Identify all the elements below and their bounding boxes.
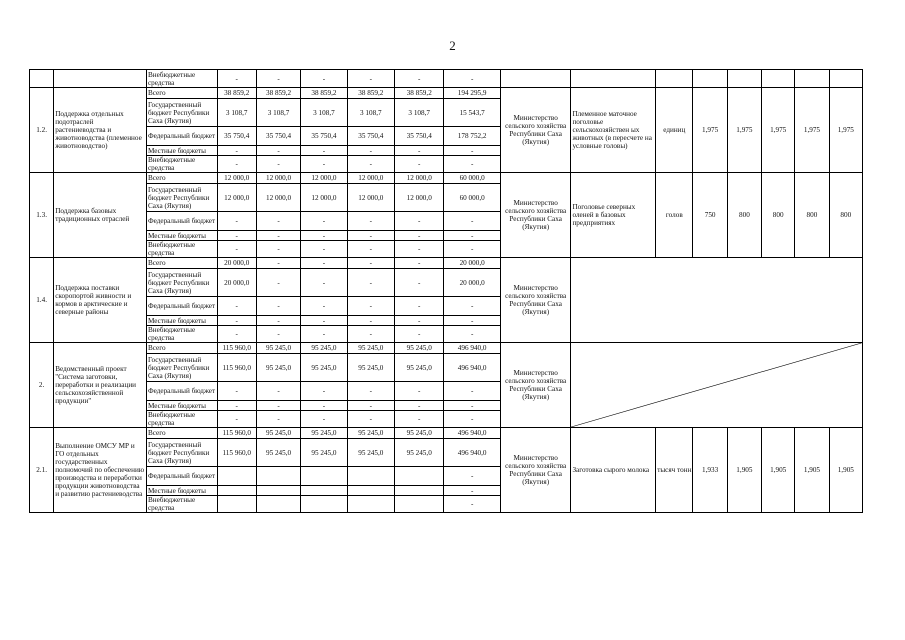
- source-label-total: Всего: [146, 88, 217, 99]
- amount-cell: -: [444, 241, 500, 258]
- amount-cell: -: [444, 467, 500, 486]
- indicator-name: Заготовка сырого молока: [571, 428, 656, 513]
- item-name: Поддержка отдельных подотраслей растениеводства и животноводства (племенное животноводство): [54, 88, 147, 173]
- amount-cell: -: [256, 241, 300, 258]
- source-label-local: Местные бюджеты: [146, 316, 217, 326]
- indicator-value: 800: [727, 173, 761, 258]
- amount-cell: -: [256, 411, 300, 428]
- amount-cell: 60 000,0: [444, 173, 500, 184]
- amount-cell: [256, 467, 300, 486]
- amount-cell: 95 245,0: [347, 354, 394, 382]
- indicator-value: 1,905: [829, 428, 862, 513]
- amount-cell: -: [395, 401, 444, 411]
- amount-cell: [301, 486, 347, 496]
- amount-cell: -: [395, 269, 444, 297]
- empty-cell: [762, 70, 795, 88]
- amount-cell: -: [301, 258, 347, 269]
- amount-cell: -: [444, 316, 500, 326]
- amount-cell: 496 940,0: [444, 439, 500, 467]
- responsible-executor: Министерство сельского хозяйства Республики Саха (Якутия): [500, 173, 571, 258]
- amount-cell: 60 000,0: [444, 184, 500, 212]
- indicator-value: 1,905: [795, 428, 829, 513]
- source-label-local: Местные бюджеты: [146, 146, 217, 156]
- empty-cell: [727, 70, 761, 88]
- amount-cell: 20 000,0: [217, 258, 256, 269]
- amount-cell: 95 245,0: [395, 439, 444, 467]
- table-row: [30, 343, 863, 354]
- amount-cell: -: [395, 382, 444, 401]
- amount-cell: [256, 486, 300, 496]
- amount-cell: -: [256, 401, 300, 411]
- amount-cell: 95 245,0: [395, 354, 444, 382]
- amount-cell: 3 108,7: [395, 99, 444, 127]
- table-row: [30, 173, 863, 184]
- indicator-value: 800: [762, 173, 795, 258]
- amount-cell: 115 960,0: [217, 439, 256, 467]
- amount-cell: -: [301, 401, 347, 411]
- item-name: Поддержка поставки скоропортой живности и кормов в арктические и северные районы: [54, 258, 147, 343]
- amount-cell: 35 750,4: [217, 127, 256, 146]
- amount-cell: 95 245,0: [301, 343, 347, 354]
- empty-cell: [500, 70, 571, 88]
- amount-cell: 12 000,0: [301, 184, 347, 212]
- indicator-unit: тысяч тонн: [656, 428, 693, 513]
- amount-cell: -: [347, 382, 394, 401]
- amount-cell: -: [301, 297, 347, 316]
- amount-cell: 115 960,0: [217, 343, 256, 354]
- source-label-extra: Внебюджетные средства: [146, 411, 217, 428]
- amount-cell: 38 859,2: [301, 88, 347, 99]
- table-row: [30, 428, 863, 439]
- amount-cell: -: [395, 241, 444, 258]
- amount-cell: -: [301, 241, 347, 258]
- amount-cell: [217, 486, 256, 496]
- amount-cell: -: [301, 411, 347, 428]
- amount-cell: -: [217, 231, 256, 241]
- amount-cell: 12 000,0: [217, 173, 256, 184]
- amount-cell: -: [256, 212, 300, 231]
- source-label-state: Государственный бюджет Республики Саха (Якутия): [146, 269, 217, 297]
- indicator-unit: единиц: [656, 88, 693, 173]
- amount-cell: -: [301, 156, 347, 173]
- amount-cell: 38 859,2: [256, 88, 300, 99]
- amount-cell: [347, 486, 394, 496]
- amount-cell: 3 108,7: [217, 99, 256, 127]
- source-label-state: Государственный бюджет Республики Саха (Якутия): [146, 354, 217, 382]
- amount-cell: -: [217, 382, 256, 401]
- amount-cell: 35 750,4: [347, 127, 394, 146]
- amount-cell: 95 245,0: [256, 343, 300, 354]
- indicator-value: 1,975: [829, 88, 862, 173]
- indicator-value: 1,975: [693, 88, 727, 173]
- amount-cell: -: [347, 241, 394, 258]
- amount-cell: 178 752,2: [444, 127, 500, 146]
- amount-cell: 3 108,7: [256, 99, 300, 127]
- source-label-local: Местные бюджеты: [146, 231, 217, 241]
- amount-cell: -: [395, 316, 444, 326]
- amount-cell: -: [395, 297, 444, 316]
- item-number: 2.: [30, 343, 54, 428]
- empty-cell: [795, 70, 829, 88]
- source-label-local: Местные бюджеты: [146, 401, 217, 411]
- amount-cell: -: [444, 382, 500, 401]
- amount-cell: -: [347, 411, 394, 428]
- amount-cell: -: [217, 70, 256, 88]
- amount-cell: -: [256, 269, 300, 297]
- item-name: Выполнение ОМСУ МР и ГО отдельных государственных полномочий по обеспечению производства и переработки продукции животноводства и развитию растениеводства: [54, 428, 147, 513]
- table-row: [30, 88, 863, 99]
- amount-cell: 12 000,0: [395, 173, 444, 184]
- item-number: 1.3.: [30, 173, 54, 258]
- amount-cell: 12 000,0: [301, 173, 347, 184]
- amount-cell: 12 000,0: [217, 184, 256, 212]
- source-label-extra: Внебюджетные средства: [146, 241, 217, 258]
- amount-cell: 38 859,2: [347, 88, 394, 99]
- amount-cell: 95 245,0: [395, 428, 444, 439]
- amount-cell: 115 960,0: [217, 428, 256, 439]
- item-name: Ведомственный проект "Система заготовки, переработки и реализации сельскохозяйственной продукции": [54, 343, 147, 428]
- amount-cell: [256, 496, 300, 513]
- amount-cell: 95 245,0: [347, 428, 394, 439]
- amount-cell: -: [444, 486, 500, 496]
- amount-cell: 95 245,0: [256, 439, 300, 467]
- amount-cell: -: [256, 70, 300, 88]
- amount-cell: 95 245,0: [256, 354, 300, 382]
- indicator-value: 800: [795, 173, 829, 258]
- indicator-value: 800: [829, 173, 862, 258]
- amount-cell: [395, 496, 444, 513]
- amount-cell: -: [444, 156, 500, 173]
- amount-cell: -: [217, 146, 256, 156]
- amount-cell: 20 000,0: [217, 269, 256, 297]
- amount-cell: 20 000,0: [444, 269, 500, 297]
- amount-cell: 35 750,4: [256, 127, 300, 146]
- indicator-name: Племенное маточное поголовье сельскохозяйствен ых животных (в пересчете на условные головы): [571, 88, 656, 173]
- item-name: Поддержка базовых традиционных отраслей: [54, 173, 147, 258]
- amount-cell: 95 245,0: [301, 354, 347, 382]
- source-label-extra: Внебюджетные средства: [146, 496, 217, 513]
- source-label-state: Государственный бюджет Республики Саха (Якутия): [146, 184, 217, 212]
- amount-cell: 95 245,0: [301, 428, 347, 439]
- source-label-extra: Внебюджетные средства: [146, 326, 217, 343]
- program-table: [29, 69, 863, 513]
- amount-cell: 35 750,4: [395, 127, 444, 146]
- amount-cell: -: [256, 146, 300, 156]
- amount-cell: [301, 467, 347, 486]
- responsible-executor: Министерство сельского хозяйства Республики Саха (Якутия): [500, 343, 571, 428]
- amount-cell: 35 750,4: [301, 127, 347, 146]
- empty-cell: [30, 70, 54, 88]
- amount-cell: -: [395, 70, 444, 88]
- empty-cell: [693, 70, 727, 88]
- amount-cell: -: [301, 212, 347, 231]
- amount-cell: 12 000,0: [347, 184, 394, 212]
- amount-cell: -: [395, 212, 444, 231]
- indicator-value: 1,975: [727, 88, 761, 173]
- amount-cell: 12 000,0: [347, 173, 394, 184]
- source-label-total: Всего: [146, 428, 217, 439]
- indicator-value: 1,975: [795, 88, 829, 173]
- amount-cell: -: [217, 212, 256, 231]
- amount-cell: -: [444, 401, 500, 411]
- amount-cell: -: [301, 231, 347, 241]
- amount-cell: -: [217, 316, 256, 326]
- amount-cell: -: [347, 146, 394, 156]
- amount-cell: -: [256, 316, 300, 326]
- empty-cell: [571, 70, 656, 88]
- amount-cell: 12 000,0: [395, 184, 444, 212]
- amount-cell: -: [395, 258, 444, 269]
- amount-cell: 12 000,0: [256, 173, 300, 184]
- crossed-out-area: [571, 343, 863, 428]
- source-label-extra: Внебюджетные средства: [146, 156, 217, 173]
- indicator-unit: голов: [656, 173, 693, 258]
- amount-cell: -: [301, 146, 347, 156]
- amount-cell: -: [347, 70, 394, 88]
- amount-cell: -: [217, 156, 256, 173]
- amount-cell: 95 245,0: [347, 343, 394, 354]
- amount-cell: -: [256, 231, 300, 241]
- amount-cell: -: [444, 231, 500, 241]
- amount-cell: -: [395, 411, 444, 428]
- amount-cell: 496 940,0: [444, 343, 500, 354]
- responsible-executor: Министерство сельского хозяйства Республики Саха (Якутия): [500, 428, 571, 513]
- amount-cell: 95 245,0: [395, 343, 444, 354]
- source-label-federal: Федеральный бюджет: [146, 382, 217, 401]
- item-number: 2.1.: [30, 428, 54, 513]
- table-row: [30, 258, 863, 269]
- source-label-total: Всего: [146, 173, 217, 184]
- source-label-federal: Федеральный бюджет: [146, 467, 217, 486]
- source-label-extra: Внебюджетные средства: [146, 70, 217, 88]
- amount-cell: -: [217, 411, 256, 428]
- indicator-value: 1,975: [762, 88, 795, 173]
- amount-cell: -: [301, 316, 347, 326]
- source-label-state: Государственный бюджет Республики Саха (Якутия): [146, 439, 217, 467]
- amount-cell: -: [256, 297, 300, 316]
- amount-cell: -: [444, 70, 500, 88]
- amount-cell: -: [256, 382, 300, 401]
- empty-indicator-area: [571, 258, 863, 343]
- amount-cell: -: [347, 297, 394, 316]
- amount-cell: [395, 486, 444, 496]
- amount-cell: -: [444, 496, 500, 513]
- diagonal-line: [571, 343, 862, 427]
- amount-cell: -: [395, 156, 444, 173]
- amount-cell: -: [347, 258, 394, 269]
- table-row: [30, 70, 863, 88]
- empty-cell: [829, 70, 862, 88]
- indicator-value: 1,933: [693, 428, 727, 513]
- amount-cell: -: [395, 146, 444, 156]
- amount-cell: 15 543,7: [444, 99, 500, 127]
- amount-cell: 12 000,0: [256, 184, 300, 212]
- amount-cell: -: [217, 326, 256, 343]
- amount-cell: 3 108,7: [347, 99, 394, 127]
- amount-cell: -: [395, 231, 444, 241]
- source-label-total: Всего: [146, 258, 217, 269]
- amount-cell: 95 245,0: [347, 439, 394, 467]
- amount-cell: -: [444, 326, 500, 343]
- amount-cell: 20 000,0: [444, 258, 500, 269]
- amount-cell: -: [347, 156, 394, 173]
- amount-cell: -: [256, 156, 300, 173]
- amount-cell: 3 108,7: [301, 99, 347, 127]
- amount-cell: 38 859,2: [217, 88, 256, 99]
- amount-cell: 194 295,9: [444, 88, 500, 99]
- indicator-name: Поголовье северных оленей в базовых предприятиях: [571, 173, 656, 258]
- source-label-federal: Федеральный бюджет: [146, 297, 217, 316]
- amount-cell: -: [347, 269, 394, 297]
- page-number: 2: [449, 38, 456, 53]
- source-label-total: Всего: [146, 343, 217, 354]
- amount-cell: -: [301, 70, 347, 88]
- amount-cell: -: [347, 326, 394, 343]
- item-number: 1.2.: [30, 88, 54, 173]
- amount-cell: -: [217, 401, 256, 411]
- indicator-value: 750: [693, 173, 727, 258]
- amount-cell: 95 245,0: [256, 428, 300, 439]
- amount-cell: [347, 467, 394, 486]
- amount-cell: -: [301, 269, 347, 297]
- indicator-value: 1,905: [762, 428, 795, 513]
- amount-cell: -: [217, 241, 256, 258]
- source-label-local: Местные бюджеты: [146, 486, 217, 496]
- amount-cell: [217, 467, 256, 486]
- amount-cell: 95 245,0: [301, 439, 347, 467]
- source-label-federal: Федеральный бюджет: [146, 212, 217, 231]
- amount-cell: 115 960,0: [217, 354, 256, 382]
- empty-cell: [656, 70, 693, 88]
- item-number: 1.4.: [30, 258, 54, 343]
- amount-cell: -: [444, 212, 500, 231]
- amount-cell: [395, 467, 444, 486]
- amount-cell: -: [347, 401, 394, 411]
- amount-cell: -: [347, 212, 394, 231]
- amount-cell: 38 859,2: [395, 88, 444, 99]
- amount-cell: [347, 496, 394, 513]
- amount-cell: -: [301, 326, 347, 343]
- amount-cell: -: [256, 258, 300, 269]
- amount-cell: -: [395, 326, 444, 343]
- amount-cell: -: [444, 411, 500, 428]
- amount-cell: -: [347, 316, 394, 326]
- amount-cell: 496 940,0: [444, 354, 500, 382]
- amount-cell: [301, 496, 347, 513]
- amount-cell: -: [444, 146, 500, 156]
- amount-cell: -: [347, 231, 394, 241]
- amount-cell: 496 940,0: [444, 428, 500, 439]
- source-label-state: Государственный бюджет Республики Саха (Якутия): [146, 99, 217, 127]
- amount-cell: -: [256, 326, 300, 343]
- responsible-executor: Министерство сельского хозяйства Республики Саха (Якутия): [500, 258, 571, 343]
- responsible-executor: Министерство сельского хозяйства Республики Саха (Якутия): [500, 88, 571, 173]
- amount-cell: -: [301, 382, 347, 401]
- indicator-value: 1,905: [727, 428, 761, 513]
- empty-cell: [54, 70, 147, 88]
- amount-cell: -: [444, 297, 500, 316]
- amount-cell: [217, 496, 256, 513]
- amount-cell: -: [217, 297, 256, 316]
- source-label-federal: Федеральный бюджет: [146, 127, 217, 146]
